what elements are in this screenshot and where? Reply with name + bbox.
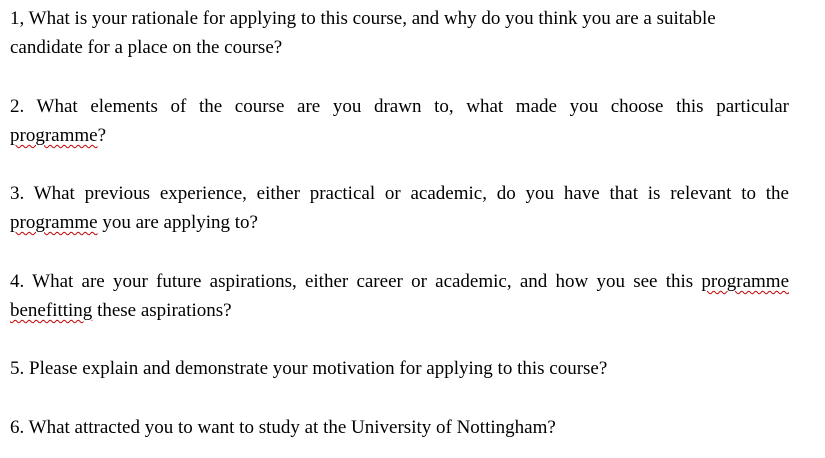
question-6 — [10, 413, 789, 442]
question-4-line-2-rest: these aspirations? — [92, 300, 232, 321]
question-3-line-2 — [10, 208, 789, 237]
question-1-line-2: candidate for a place on the course? — [10, 37, 283, 58]
question-5 — [10, 354, 789, 383]
spelling-flag-programme[interactable]: programme — [701, 271, 789, 292]
question-4-line-2 — [10, 296, 789, 325]
question-4-line-1 — [10, 267, 789, 296]
question-4-line-1-text: 4. What are your future aspirations, either career or academic, and how you see this — [10, 271, 702, 292]
question-2 — [10, 92, 789, 150]
question-3-line-2-rest: you are applying to? — [97, 212, 258, 233]
spelling-flag-programme[interactable]: programme — [10, 212, 98, 233]
question-2-line-2 — [10, 121, 789, 150]
question-5-line-1: 5. Please explain and demonstrate your motivation for applying to this course? — [10, 358, 608, 379]
question-3 — [10, 179, 789, 237]
question-3-line-1: 3. What previous experience, either practical or academic, do you have that is relevant to the — [10, 183, 789, 204]
question-1-line-1: 1, What is your rationale for applying to this course, and why do you think you are a suitable — [10, 8, 716, 29]
spelling-flag-benefitting[interactable]: benefitting — [10, 300, 93, 321]
question-2-line-2-rest: ? — [97, 125, 107, 146]
question-4 — [10, 267, 789, 325]
question-6-line-1: 6. What attracted you to want to study at the University of Nottingham? — [10, 417, 556, 438]
question-2-line-1: 2. What elements of the course are you drawn to, what made you choose this particular — [10, 96, 789, 117]
spelling-flag-programme[interactable]: programme — [10, 125, 98, 146]
question-1 — [10, 4, 789, 62]
